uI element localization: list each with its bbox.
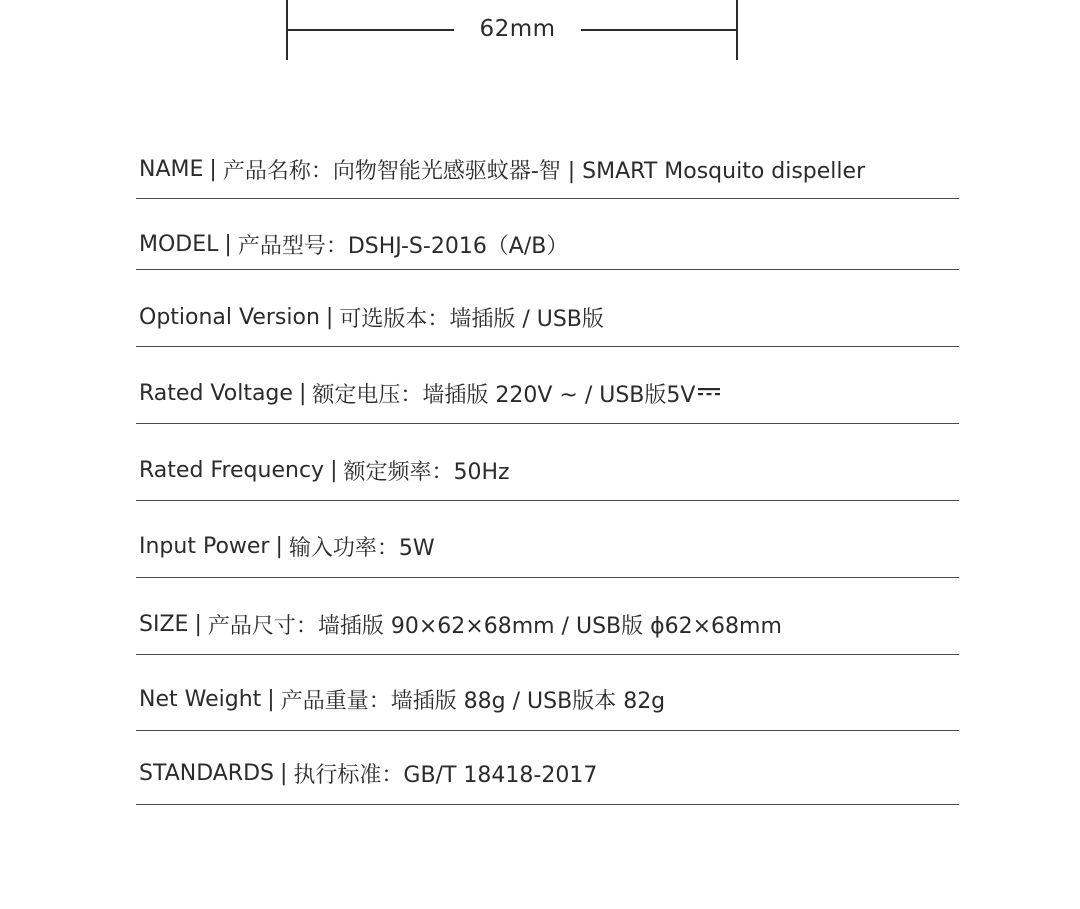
spec-separator: | (194, 611, 202, 637)
spec-separator: | (325, 304, 334, 330)
spec-row-rated-voltage (136, 347, 959, 424)
spec-value: 执行标准：GB/T 18418-2017 (293, 763, 598, 788)
dc-symbol-icon (698, 387, 720, 397)
spec-label: Rated Voltage (139, 380, 293, 406)
spec-value: 产品尺寸：墙插版 90×62×68mm / USB版 ϕ62×68mm (207, 613, 782, 639)
spec-separator: | (267, 687, 275, 712)
spec-label: NAME (139, 157, 204, 182)
spec-value: 额定电压：墙插版 220V ~ / USB版5V (312, 382, 696, 408)
dimension-label: 62mm (479, 16, 556, 42)
spec-label: Net Weight (139, 687, 262, 712)
spec-row-net-weight (136, 655, 959, 731)
spec-separator: | (298, 380, 307, 406)
spec-label: SIZE (139, 611, 189, 637)
spec-row-rated-frequency (136, 424, 959, 501)
spec-label: Input Power (139, 533, 270, 559)
spec-value: 额定频率：50Hz (343, 459, 510, 485)
spec-separator: | (280, 761, 288, 786)
spec-label: STANDARDS (139, 761, 274, 786)
spec-row-name (136, 141, 959, 199)
spec-table (136, 141, 959, 805)
spec-value: 输入功率：5W (288, 535, 435, 561)
spec-label: Optional Version (139, 304, 320, 330)
spec-label: Rated Frequency (139, 457, 325, 483)
spec-row-model (136, 199, 959, 270)
dimension-marker (286, 0, 738, 60)
spec-separator: | (209, 157, 217, 182)
spec-value: 产品型号：DSHJ-S-2016（A/B） (237, 233, 569, 259)
dimension-right-tick (736, 0, 738, 60)
spec-value: 产品重量：墙插版 88g / USB版本 82g (280, 689, 666, 714)
spec-value: 可选版本：墙插版 / USB版 (339, 306, 604, 332)
dimension-right-line (581, 29, 738, 31)
spec-row-standards (136, 731, 959, 805)
spec-value: 产品名称：向物智能光感驱蚊器-智 | SMART Mosquito dispeller (222, 159, 866, 184)
spec-separator: | (224, 231, 232, 257)
spec-row-input-power (136, 501, 959, 578)
spec-separator: | (275, 533, 283, 559)
spec-row-size (136, 578, 959, 655)
spec-separator: | (330, 457, 338, 483)
dimension-left-line (286, 29, 454, 31)
spec-row-optional-version (136, 270, 959, 347)
spec-label: MODEL (139, 231, 219, 257)
